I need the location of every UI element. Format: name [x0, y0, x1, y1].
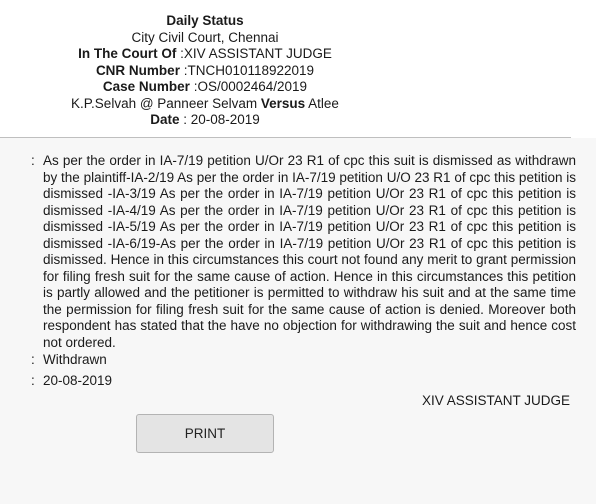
- case-number-label: Case Number: [102, 79, 190, 94]
- court-of-row: In The Court Of :XIV ASSISTANT JUDGE: [78, 46, 332, 61]
- court-of-value: XIV ASSISTANT JUDGE: [183, 46, 332, 61]
- court-of-label: In The Court Of: [78, 46, 177, 61]
- disposal-colon: :: [31, 352, 35, 367]
- case-number-row: Case Number :OS/0002464/2019: [102, 79, 308, 94]
- order-details-row: [31, 153, 576, 351]
- case-header: [0, 0, 410, 130]
- cnr-row: CNR Number :TNCH010118922019: [95, 62, 315, 78]
- disposal-row: [31, 352, 107, 369]
- order-colon: :: [31, 153, 35, 168]
- disposal-date-row: [31, 373, 112, 390]
- case-details-panel: [0, 138, 596, 504]
- petitioner-name: K.P.Selvah @ Panneer Selvam: [71, 95, 258, 111]
- date-value: 20-08-2019: [190, 112, 260, 127]
- cnr-value: TNCH010118922019: [187, 62, 315, 78]
- judge-designation: XIV ASSISTANT JUDGE: [421, 393, 570, 408]
- court-name: City Civil Court, Chennai: [131, 29, 279, 45]
- disposal-date-colon: :: [31, 373, 35, 388]
- date-row-header: Date : 20-08-2019: [150, 112, 260, 127]
- disposal-nature: Withdrawn: [43, 352, 107, 367]
- order-details-text: As per the order in IA-7/19 petition U/Or 23 R1 of cpc this suit is dismissed as withdrawn by the plaintiff-IA-2/19 As per the order in IA-7/19 petition U/O 23 R1 of cpc this petition is dismissed -IA-3/19 As per the order in IA-7/19 petition U/Or 23 R1 of cpc this petition is dismissed -IA-4/19 As per the order in IA-7/19 petition U/Or 23 R1 of cpc this petition is dismissed -IA-5/19 As per the order in IA-7/19 petition U/Or 23 R1 of cpc this petition is dismissed -IA-6/19-As per the order in IA-7/19 petition U/Or 23 R1 of cpc this petition is dismissed. Hence in this circumstances this court not found any merit to grant permission for filing fresh suit for the same cause of action. Hence in this circumstances this petition is partly allowed and the petitioner is permitted to withdraw his suit and at the same time the permission for filing fresh suit for the same cause of action is denied. Moreover both respondent has stated that the have no objection for withdrawing the suit and hence cost not ordered.: [43, 153, 576, 350]
- date-label: Date: [150, 112, 180, 127]
- case-number-value: OS/0002464/2019: [197, 79, 308, 94]
- versus-label: Versus: [260, 95, 306, 111]
- disposal-date: 20-08-2019: [43, 373, 113, 388]
- respondent-name: Atlee: [308, 95, 339, 111]
- print-button[interactable]: PRINT: [136, 414, 274, 453]
- parties-row: [0, 96, 410, 113]
- cnr-label: CNR Number: [95, 62, 180, 78]
- page-title: Daily Status: [166, 13, 244, 28]
